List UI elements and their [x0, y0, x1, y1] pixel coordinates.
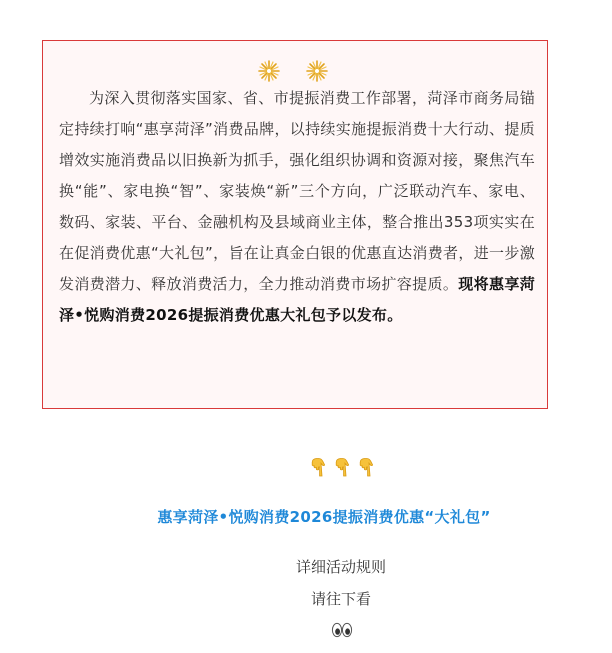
intro-text: 为深入贯彻落实国家、省、市提振消费工作部署，菏泽市商务局锚定持续打响“惠享菏泽”消费品牌，以持续实施提振消费十大行动、提质增效实施消费品以旧换新为抓手，强化组织协调和资源对接，聚焦汽车换“能”、家电换“智”、家装焕“新”三个方向，广泛联动汽车、家电、数码、家装、平台、金融机构及县域商业主体，整合推出353项实实在在促消费优惠“大礼包”，旨在让真金白银的优惠直达消费者，进一步激发消费潜力、释放消费活力，全力推动消费市场扩容提质。 [59, 89, 535, 293]
scroll-prompt: 请往下看 [310, 590, 371, 608]
fireworks-decoration [257, 59, 337, 83]
pointing-down-hand-icon [357, 458, 377, 478]
intro-paragraph [59, 83, 535, 331]
firework-icon [257, 59, 281, 83]
pointing-hands [309, 458, 379, 480]
pointing-down-hand-icon [333, 458, 353, 478]
event-title: 惠享菏泽•悦购消费2026提振消费优惠“大礼包” [157, 508, 491, 526]
eyes-icon [331, 622, 353, 638]
firework-icon [305, 59, 329, 83]
rules-line: 详细活动规则 [295, 558, 386, 576]
announcement-sentence: 现将惠享菏泽•悦购消费2026提振消费优惠大礼包予以发布。 [59, 275, 535, 324]
pointing-down-hand-icon [309, 458, 329, 478]
notice-box [42, 40, 548, 409]
